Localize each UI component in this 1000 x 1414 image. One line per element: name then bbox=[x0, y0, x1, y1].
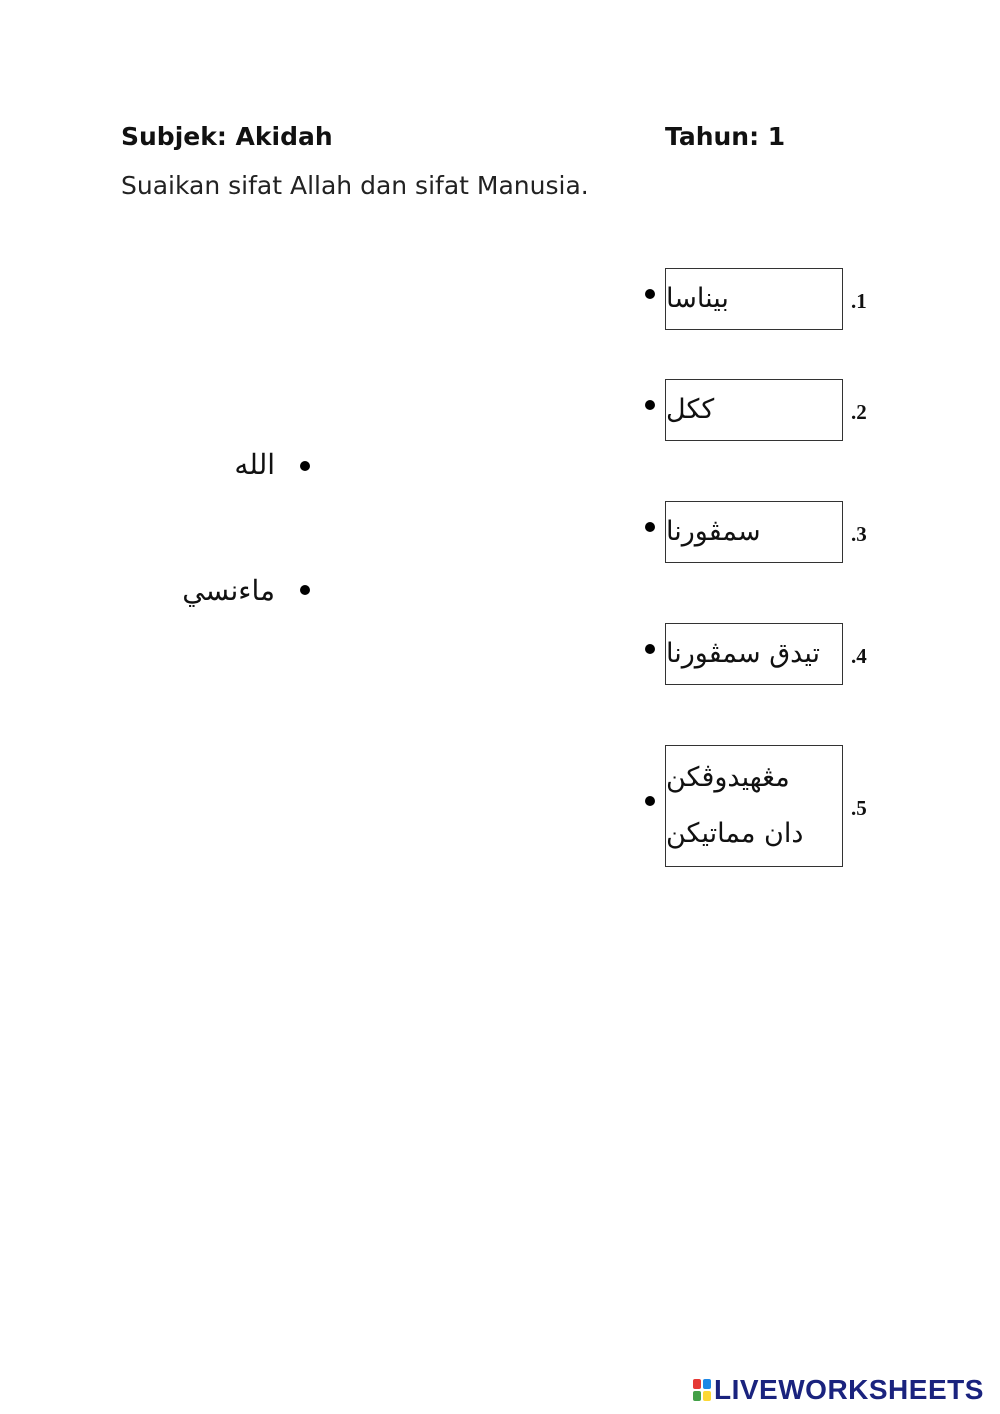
subject-heading: Subjek: Akidah bbox=[121, 122, 333, 151]
answer-item-4-text: تيدق سمڤورنا bbox=[666, 638, 820, 669]
answer-item-3-text: سمڤورنا bbox=[666, 516, 761, 547]
liveworksheets-logo bbox=[692, 1374, 984, 1406]
answer-item-2-number: .2 bbox=[851, 400, 867, 424]
answer-item-5-dot[interactable] bbox=[645, 796, 655, 806]
instruction-text: Suaikan sifat Allah dan sifat Manusia. bbox=[121, 171, 589, 200]
answer-item-1-text: بيناسا bbox=[666, 283, 729, 314]
answer-item-2-dot[interactable] bbox=[645, 400, 655, 410]
answer-item-1-dot[interactable] bbox=[645, 289, 655, 299]
answer-item-5-text-line-1: مڠهيدوڤكن bbox=[666, 762, 790, 793]
answer-item-5-box bbox=[665, 745, 843, 867]
answer-item-4-number: .4 bbox=[851, 644, 867, 668]
answer-item-2-text: ككل bbox=[666, 394, 715, 425]
answer-item-5-text-line-2: دان مماتيكن bbox=[666, 818, 804, 849]
liveworksheets-logo-text: LIVEWORKSHEETS bbox=[714, 1374, 984, 1405]
answer-item-3-box bbox=[665, 501, 843, 563]
answer-item-4-dot[interactable] bbox=[645, 644, 655, 654]
answer-item-2-box bbox=[665, 379, 843, 441]
liveworksheets-logo-icon bbox=[692, 1378, 712, 1402]
left-option-allah: الله bbox=[234, 448, 275, 481]
left-option-manusia: ماءنسي bbox=[182, 574, 275, 607]
left-option-manusia-dot[interactable] bbox=[300, 585, 310, 595]
answer-item-3-dot[interactable] bbox=[645, 522, 655, 532]
left-option-allah-dot[interactable] bbox=[300, 461, 310, 471]
answer-item-1-box bbox=[665, 268, 843, 330]
answer-item-1-number: .1 bbox=[851, 289, 867, 313]
answer-item-5-number: .5 bbox=[851, 796, 867, 820]
answer-item-4-box bbox=[665, 623, 843, 685]
answer-item-3-number: .3 bbox=[851, 522, 867, 546]
year-heading: Tahun: 1 bbox=[665, 122, 786, 151]
